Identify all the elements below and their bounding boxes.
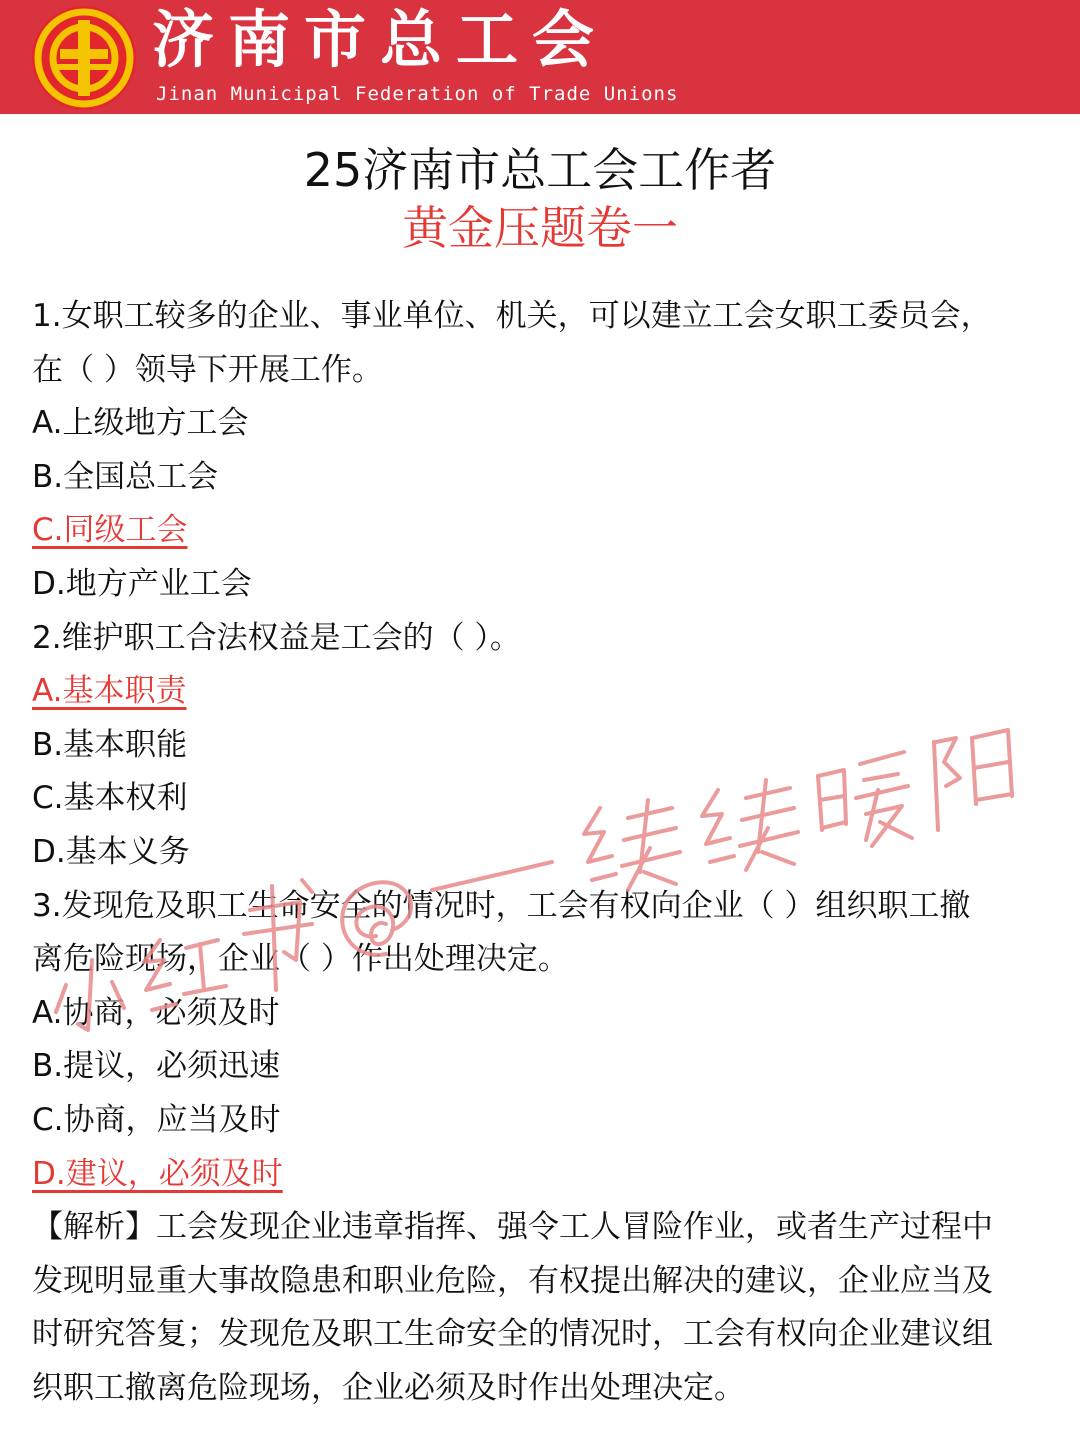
option-text: A.上级地方工会 [32,405,249,442]
org-name-chinese: 济南市总工会 [152,3,609,76]
option-text: B.提议，必须迅速 [32,1048,281,1085]
answer-option [32,1148,1032,1202]
trade-union-emblem-icon [30,4,138,112]
option-text: A.协商，必须及时 [32,994,280,1031]
question-text: 离危险现场，企业（ ）作出处理决定。 [32,941,569,978]
analysis-text: 【解析】工会发现企业违章指挥、强令工人冒险作业，或者生产过程中 [32,1209,993,1246]
answer-option [32,504,1032,558]
question-text: 1.女职工较多的企业、事业单位、机关，可以建立工会女职工委员会， [32,298,992,334]
option-text: B.基本职能 [32,726,188,763]
option-text: D.基本义务 [32,833,190,870]
question-text: 在（ ）领导下开展工作。 [32,351,383,388]
answer-option-label: A.基本职责 [32,673,187,710]
answer-option-label: C.同级工会 [32,512,188,549]
option-text: C.协商，应当及时 [32,1101,281,1138]
org-name-english: Jinan Municipal Federation of Trade Unions [156,83,679,105]
analysis-text: 时研究答复；发现危及职工生命安全的情况时，工会有权向企业建议组 [32,1316,993,1353]
page-subtitle: 黄金压题卷一 [402,201,678,255]
analysis-text: 织职工撤离危险现场，企业必须及时作出处理决定。 [32,1369,745,1406]
answer-option-label: D.建议，必须及时 [32,1155,283,1192]
option-text: B.全国总工会 [32,458,219,495]
analysis-text: 发现明显重大事故隐患和职业危险，有权提出解决的建议，企业应当及 [32,1262,993,1299]
question-text: 3.发现危及职工生命安全的情况时，工会有权向企业（ ）组织职工撤 [32,887,971,924]
header-banner [0,0,1080,114]
question-content [32,290,1032,1415]
option-text: D.地方产业工会 [32,565,252,602]
page-title: 25济南市总工会工作者 [303,143,777,197]
question-text: 2.维护职工合法权益是工会的（ ）。 [32,619,521,656]
answer-option [32,665,1032,719]
option-text: C.基本权利 [32,780,188,817]
